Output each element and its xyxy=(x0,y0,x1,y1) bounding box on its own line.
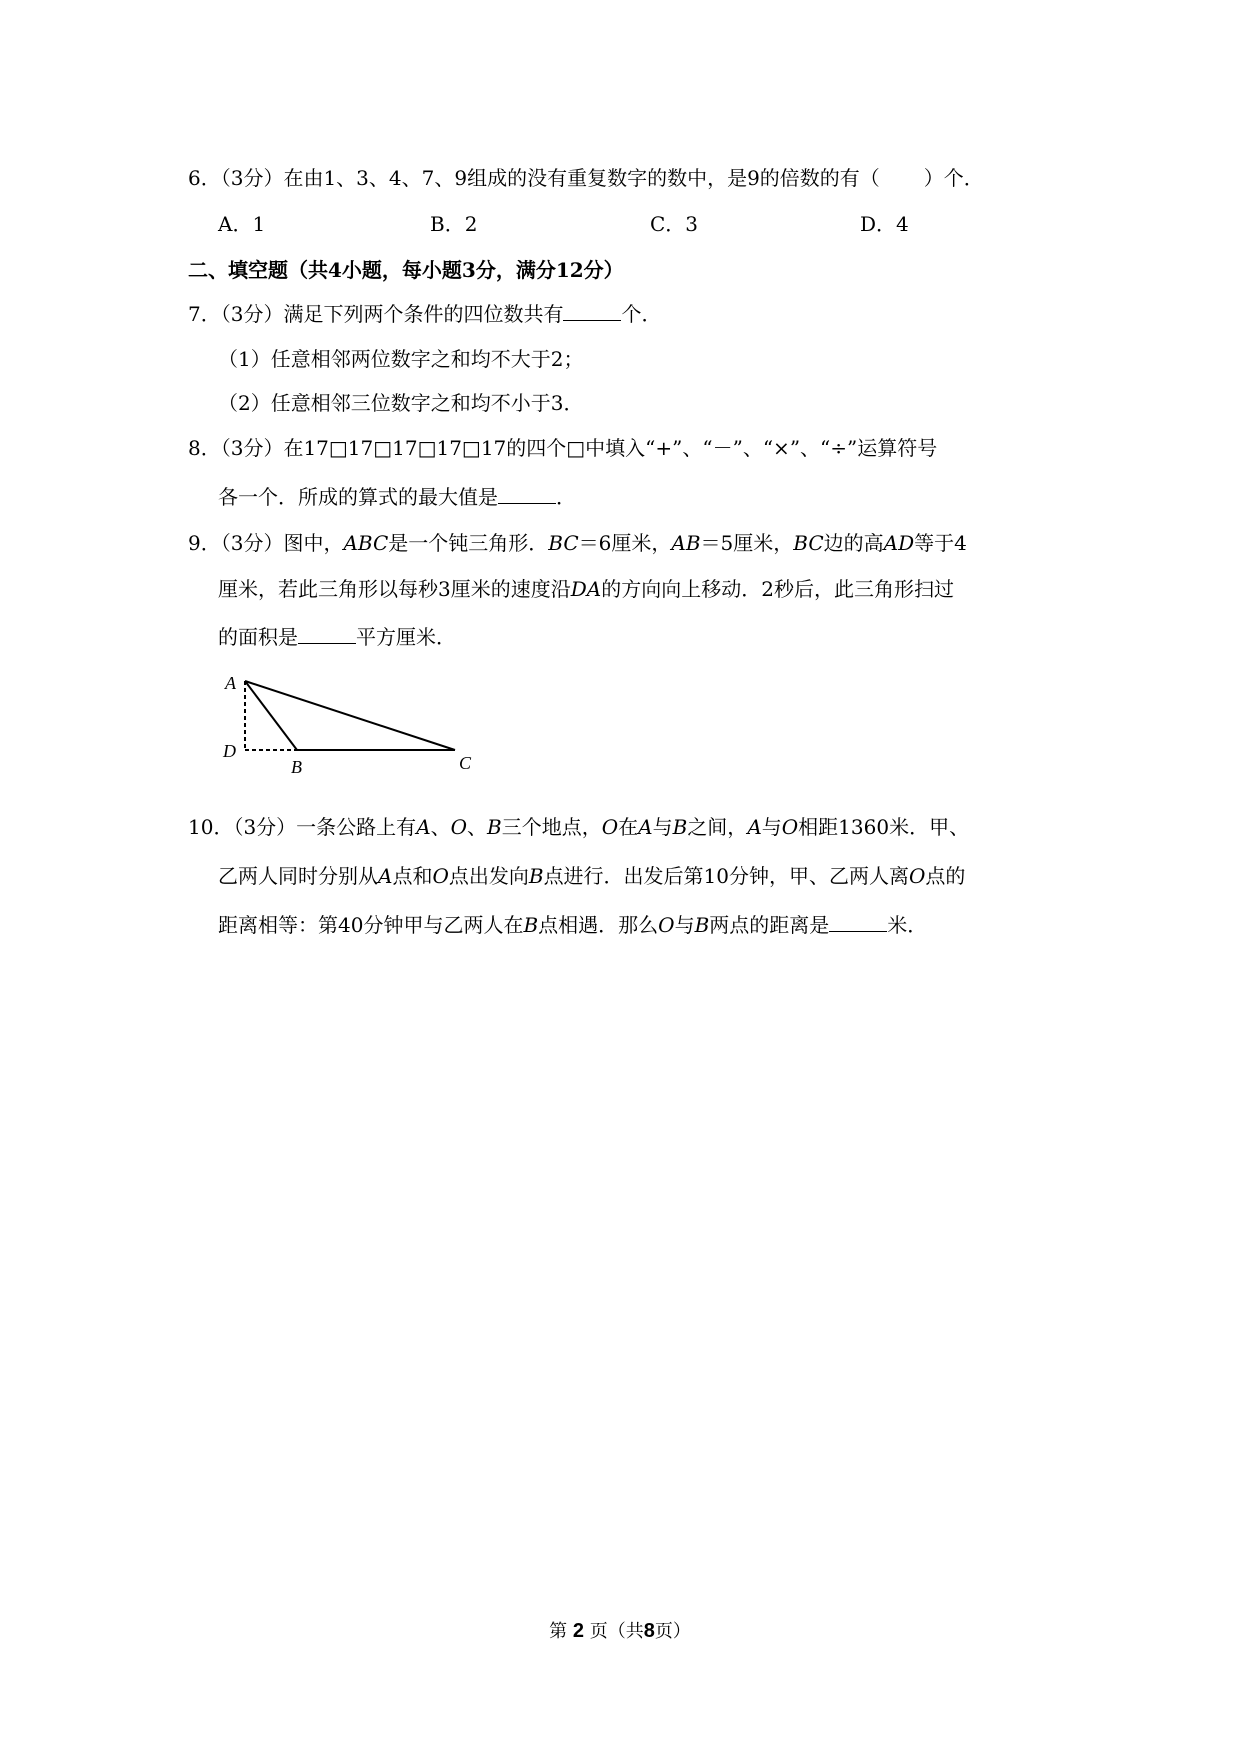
q10-var: B xyxy=(487,815,502,839)
q9-line-2 xyxy=(218,577,954,601)
q10-text: 点出发向 xyxy=(448,864,529,888)
q10-var: O xyxy=(601,815,619,839)
q10-var: O xyxy=(432,864,449,888)
q9-text: 边的高 xyxy=(823,531,884,555)
q10-var: A xyxy=(638,815,653,839)
q7-text: 7．（3分）满足下列两个条件的四位数共有 xyxy=(188,302,564,326)
q7-condition-2: （2）任意相邻三位数字之和均不小于3． xyxy=(218,391,584,415)
triangle-figure xyxy=(215,665,475,780)
q9-text: 等于4 xyxy=(914,531,967,555)
q10-text: 乙两人同时分别从 xyxy=(218,864,378,888)
q6-option-d: D．4 xyxy=(860,212,909,236)
page-footer xyxy=(0,1617,1240,1643)
q10-text: 与 xyxy=(652,815,673,839)
q9-text: 9．（3分）图中， xyxy=(188,531,344,555)
q10-answer-blank xyxy=(829,913,887,932)
q10-var: B xyxy=(523,913,539,937)
q10-var: B xyxy=(528,864,544,888)
q10-text: 之间， xyxy=(687,815,748,839)
q10-text: 在 xyxy=(618,815,639,839)
q10-text: 点的 xyxy=(925,864,966,888)
q8-line-2 xyxy=(218,485,576,509)
q10-var: B xyxy=(694,913,710,937)
q9-var-ad: AD xyxy=(883,531,915,555)
q8-answer-blank xyxy=(498,485,556,504)
q9-var-da: DA xyxy=(570,577,602,601)
label-c: C xyxy=(459,753,472,773)
q10-line-3 xyxy=(218,913,927,937)
q10-text: 两点的距离是 xyxy=(709,913,830,937)
footer-total-pages: 8 xyxy=(643,1620,655,1642)
q10-text: 距离相等：第40分钟甲与乙两人在 xyxy=(218,913,524,937)
footer-page-number: 2 xyxy=(572,1620,584,1642)
q6-option-a: A．1 xyxy=(218,212,266,236)
q10-text: 三个地点， xyxy=(501,815,602,839)
q10-var: A xyxy=(416,815,431,839)
q9-line-1 xyxy=(188,531,967,555)
q10-var: O xyxy=(450,815,468,839)
q10-text: 点相遇．那么 xyxy=(538,913,659,937)
q9-tail: 平方厘米． xyxy=(356,625,456,649)
q10-var: O xyxy=(658,913,675,937)
q10-text: 点和 xyxy=(392,864,433,888)
q9-var-bc: BC xyxy=(548,531,579,555)
q9-line-3 xyxy=(218,625,456,649)
q9-var-abc: ABC xyxy=(343,531,389,555)
q10-text: 与 xyxy=(674,913,695,937)
q9-text: ＝5厘米， xyxy=(700,531,794,555)
q9-text: 是一个钝三角形． xyxy=(388,531,549,555)
q9-answer-blank xyxy=(298,625,356,644)
q9-text: ＝6厘米， xyxy=(578,531,672,555)
label-d: D xyxy=(223,741,236,761)
q10-text: 、 xyxy=(467,815,488,839)
q7-tail: 个． xyxy=(621,302,662,326)
side-ac xyxy=(245,681,455,750)
q10-var: B xyxy=(672,815,688,839)
q8-text: 各一个．所成的算式的最大值是 xyxy=(218,485,498,509)
q6-option-b: B．2 xyxy=(430,212,478,236)
q10-text: 10．（3分）一条公路上有 xyxy=(188,815,417,839)
label-b: B xyxy=(291,757,302,777)
q6-text: 6．（3分）在由1、3、4、7、9组成的没有重复数字的数中，是9的倍数的有（ xyxy=(188,166,880,190)
q6-option-c: C．3 xyxy=(650,212,699,236)
q10-text: 、 xyxy=(430,815,451,839)
q9-text: 厘米，若此三角形以每秒3厘米的速度沿 xyxy=(218,577,571,601)
q6-tail: ）个． xyxy=(923,166,984,190)
footer-text: 第 xyxy=(549,1621,568,1642)
q10-text: 与 xyxy=(761,815,782,839)
q7-line xyxy=(188,302,661,326)
q7-answer-blank xyxy=(563,302,621,321)
q8-tail: ． xyxy=(556,485,576,509)
q10-var: A xyxy=(378,864,393,888)
q8-line-1: 8．（3分）在17□17□17□17□17的四个□中填入“+”、“－”、“×”、“÷”运算符号 xyxy=(188,436,938,460)
q9-var-ab: AB xyxy=(671,531,701,555)
q9-text: 的方向向上移动．2秒后，此三角形扫过 xyxy=(601,577,954,601)
footer-text: 页） xyxy=(654,1621,691,1642)
q10-var: O xyxy=(781,815,799,839)
side-ab xyxy=(245,681,297,750)
q9-text: 的面积是 xyxy=(218,625,298,649)
q9-var-bc: BC xyxy=(793,531,824,555)
label-a: A xyxy=(225,673,236,693)
q10-tail: 米． xyxy=(887,913,928,937)
q6-line xyxy=(188,166,984,190)
q10-text: 点进行．出发后第10分钟，甲、乙两人离 xyxy=(543,864,910,888)
q10-line-2 xyxy=(218,864,965,888)
q10-var: O xyxy=(909,864,926,888)
q7-condition-1: （1）任意相邻两位数字之和均不大于2； xyxy=(218,347,584,371)
q10-var: A xyxy=(747,815,762,839)
q10-text: 相距1360米．甲、 xyxy=(798,815,970,839)
q10-line-1 xyxy=(188,815,969,839)
footer-text: 页（共 xyxy=(589,1621,644,1642)
section-2-heading: 二、填空题（共4小题，每小题3分，满分12分） xyxy=(188,258,624,282)
